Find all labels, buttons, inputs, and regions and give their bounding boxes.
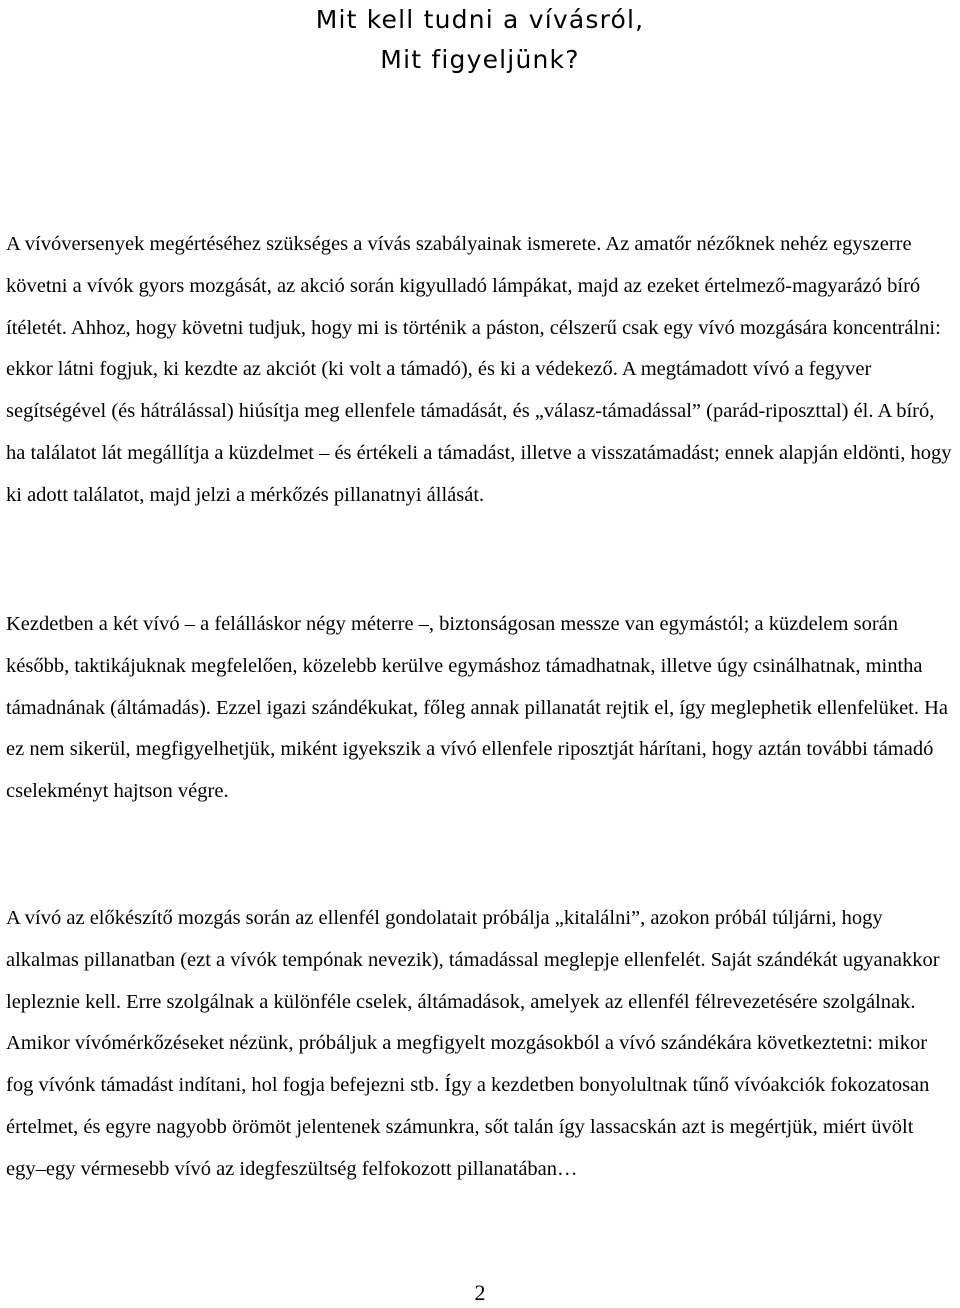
paragraph-2: Kezdetben a két vívó – a felálláskor négy méterre –, biztonságosan messze van egymástól; a küzdelem során később, taktikájuknak megfelelően, közelebb kerülve egymáshoz támadhatnak, illetve úgy csinálhatnak, mintha támadnának (áltámadás). Ezzel igazi szándékukat, főleg annak pillanatát rejtik el, így meglephetik ellenfelüket. Ha ez nem sikerül, megfigyelhetjük, miként igyekszik a vívó ellenfele riposztját hárítani, hogy aztán további támadó cselekményt hajtson végre. — [6, 613, 949, 803]
title-line-1: Mit kell tudni a vívásról, — [315, 5, 645, 34]
page-number: 2 — [474, 1280, 486, 1305]
paragraph-3: A vívó az előkészítő mozgás során az ellenfél gondolatait próbálja „kitalálni”, azokon próbál túljárni, hogy alkalmas pillanatban (ezt a vívók tempónak nevezik), támadással meglepje ellenfelét. Saját szándékát ugyanakkor lepleznie kell. Erre szolgálnak a különféle cselek, áltámadások, amelyek az ellenfél félrevezetésére szolgálnak. Amikor vívómérkőzéseket nézünk, próbáljuk a megfigyelt mozgásokból a vívó szándékára következtetni: mikor fog vívónk támadást indítani, hol fogja befejezni stb. Így a kezdetben bonyolultnak tűnő vívóakciók fokozatosan értelmet, és egyre nagyobb örömöt jelentenek számunkra, sőt talán így lassacskán azt is megértjük, miért üvölt egy–egy vérmesebb vívó az idegfeszültség felfokozott pillanatában… — [6, 907, 940, 1180]
paragraph-1: A vívóversenyek megértéséhez szükséges a vívás szabályainak ismerete. Az amatőr nézőknek nehéz egyszerre követni a vívók gyors mozgását, az akció során kigyulladó lámpákat, majd az ezeket értelmező-magyarázó bíró ítéletét. Ahhoz, hogy követni tudjuk, hogy mi is történik a páston, célszerű csak egy vívó mozgására koncentrálni: ekkor látni fogjuk, ki kezdte az akciót (ki volt a támadó), és ki a védekező. A megtámadott vívó a fegyver segítségével (és hátrálással) hiúsítja meg ellenfele támadását, és „válasz-támadással” (parád-riposzttal) él. A bíró, ha találatot lát megállítja a küzdelmet – és értékeli a támadást, illetve a visszatámadást; ennek alapján eldönti, hogy ki adott találatot, majd jelzi a mérkőzés pillanatnyi állását. — [6, 233, 952, 506]
title-line-2: Mit figyeljünk? — [380, 45, 580, 74]
document-title — [0, 0, 960, 80]
